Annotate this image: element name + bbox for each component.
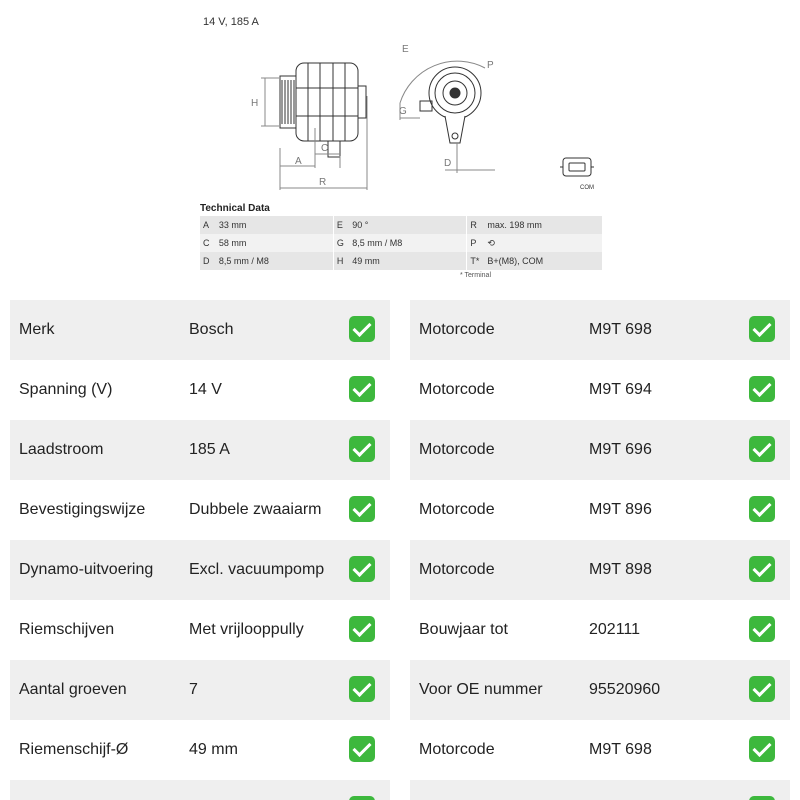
check-icon xyxy=(749,556,775,582)
tech-value: 8,5 mm / M8 xyxy=(349,234,467,252)
spec-row xyxy=(410,300,790,360)
spec-table-right xyxy=(410,300,790,800)
tech-key: P xyxy=(467,234,485,252)
spec-label: Bouwjaar tot xyxy=(419,621,508,638)
spec-label: Voor OE nummer xyxy=(419,681,543,698)
spec-row xyxy=(10,660,390,720)
connector-label: COM xyxy=(580,185,594,191)
tech-value: max. 198 mm xyxy=(484,216,602,234)
spec-value: 202111 xyxy=(589,621,641,638)
dim-label-h: H xyxy=(251,98,259,109)
spec-value: M9T 698 xyxy=(589,321,652,338)
spec-label: Motorcode xyxy=(419,501,495,518)
tech-row xyxy=(200,216,602,234)
spec-value: 49 mm xyxy=(189,741,238,758)
spec-row xyxy=(10,480,390,540)
dim-label-e: E xyxy=(402,44,409,55)
spec-value: 7 xyxy=(189,681,198,698)
spec-value: Dubbele zwaaiarm xyxy=(189,501,322,518)
spec-label: Spanning (V) xyxy=(19,381,113,398)
tech-row xyxy=(200,234,602,252)
spec-label: Aantal groeven xyxy=(19,681,127,698)
tech-key: A xyxy=(200,216,216,234)
check-icon xyxy=(349,676,375,702)
spec-value: Met vrijlooppully xyxy=(189,621,304,638)
dim-label-a: A xyxy=(295,156,302,167)
terminal-footnote: * Terminal xyxy=(460,272,491,279)
spec-label: Merk xyxy=(19,321,55,338)
check-icon xyxy=(349,616,375,642)
dim-label-d: D xyxy=(444,158,452,169)
spec-row xyxy=(410,780,790,800)
spec-label: Motorcode xyxy=(419,741,495,758)
check-icon xyxy=(349,376,375,402)
technical-data-table xyxy=(200,203,602,279)
spec-label: Laadstroom xyxy=(19,441,104,458)
check-icon xyxy=(349,796,375,800)
tech-key: C xyxy=(200,234,216,252)
voltage-current-label: 14 V, 185 A xyxy=(203,16,259,28)
spec-value: M9T 898 xyxy=(589,561,652,578)
dim-label-r: R xyxy=(319,177,327,188)
spec-row xyxy=(410,600,790,660)
spec-label: Motorcode xyxy=(419,381,495,398)
check-icon xyxy=(749,676,775,702)
check-icon xyxy=(349,556,375,582)
spec-value: 185 A xyxy=(189,441,230,458)
tech-key: E xyxy=(333,216,349,234)
check-icon xyxy=(349,316,375,342)
spec-value: M9T 698 xyxy=(589,741,652,758)
check-icon xyxy=(749,316,775,342)
spec-row xyxy=(410,540,790,600)
dim-label-p: P xyxy=(487,60,494,71)
tech-value: 90 ° xyxy=(349,216,467,234)
spec-row xyxy=(410,660,790,720)
spec-value: Bosch xyxy=(189,321,234,338)
rotation-icon: ⟲ xyxy=(484,234,602,252)
tech-value: 49 mm xyxy=(349,252,467,270)
check-icon xyxy=(749,496,775,522)
check-icon xyxy=(349,496,375,522)
spec-label: Motorcode xyxy=(419,561,495,578)
spec-table-left xyxy=(10,300,390,800)
check-icon xyxy=(749,616,775,642)
spec-row xyxy=(10,300,390,360)
tech-key: G xyxy=(333,234,349,252)
dim-label-g: G xyxy=(399,106,407,117)
spec-label: Motorcode xyxy=(419,441,495,458)
tech-key: H xyxy=(333,252,349,270)
spec-value: 95520960 xyxy=(589,681,661,698)
tech-value: 33 mm xyxy=(216,216,334,234)
tech-row xyxy=(200,252,602,270)
tech-value: B+(M8), COM xyxy=(484,252,602,270)
spec-row xyxy=(410,720,790,780)
spec-value: M9T 694 xyxy=(589,381,652,398)
check-icon xyxy=(749,436,775,462)
spec-label: Riemenschijf-Ø xyxy=(19,741,129,758)
spec-row xyxy=(10,360,390,420)
spec-value: 14 V xyxy=(189,381,222,398)
spec-row xyxy=(10,540,390,600)
spec-label: Riemschijven xyxy=(19,621,115,638)
check-icon xyxy=(749,376,775,402)
spec-row xyxy=(10,720,390,780)
spec-row xyxy=(10,780,390,800)
tech-key: T* xyxy=(467,252,485,270)
spec-label: Bevestigingswijze xyxy=(19,501,146,518)
spec-row xyxy=(410,360,790,420)
spec-label: Motorcode xyxy=(419,321,495,338)
dim-label-c: C xyxy=(321,143,329,154)
spec-row xyxy=(410,420,790,480)
tech-key: D xyxy=(200,252,216,270)
spec-value: M9T 696 xyxy=(589,441,652,458)
spec-row xyxy=(410,480,790,540)
spec-value: Excl. vacuumpomp xyxy=(189,561,325,578)
check-icon xyxy=(349,436,375,462)
check-icon xyxy=(749,796,775,800)
alternator-diagram xyxy=(195,8,605,203)
check-icon xyxy=(749,736,775,762)
spec-row xyxy=(10,600,390,660)
tech-value: 8,5 mm / M8 xyxy=(216,252,334,270)
tech-key: R xyxy=(467,216,485,234)
technical-data-title: Technical Data xyxy=(200,203,270,214)
tech-value: 58 mm xyxy=(216,234,334,252)
spec-value: M9T 896 xyxy=(589,501,652,518)
spec-row xyxy=(10,420,390,480)
check-icon xyxy=(349,736,375,762)
spec-label: Dynamo-uitvoering xyxy=(19,561,154,578)
